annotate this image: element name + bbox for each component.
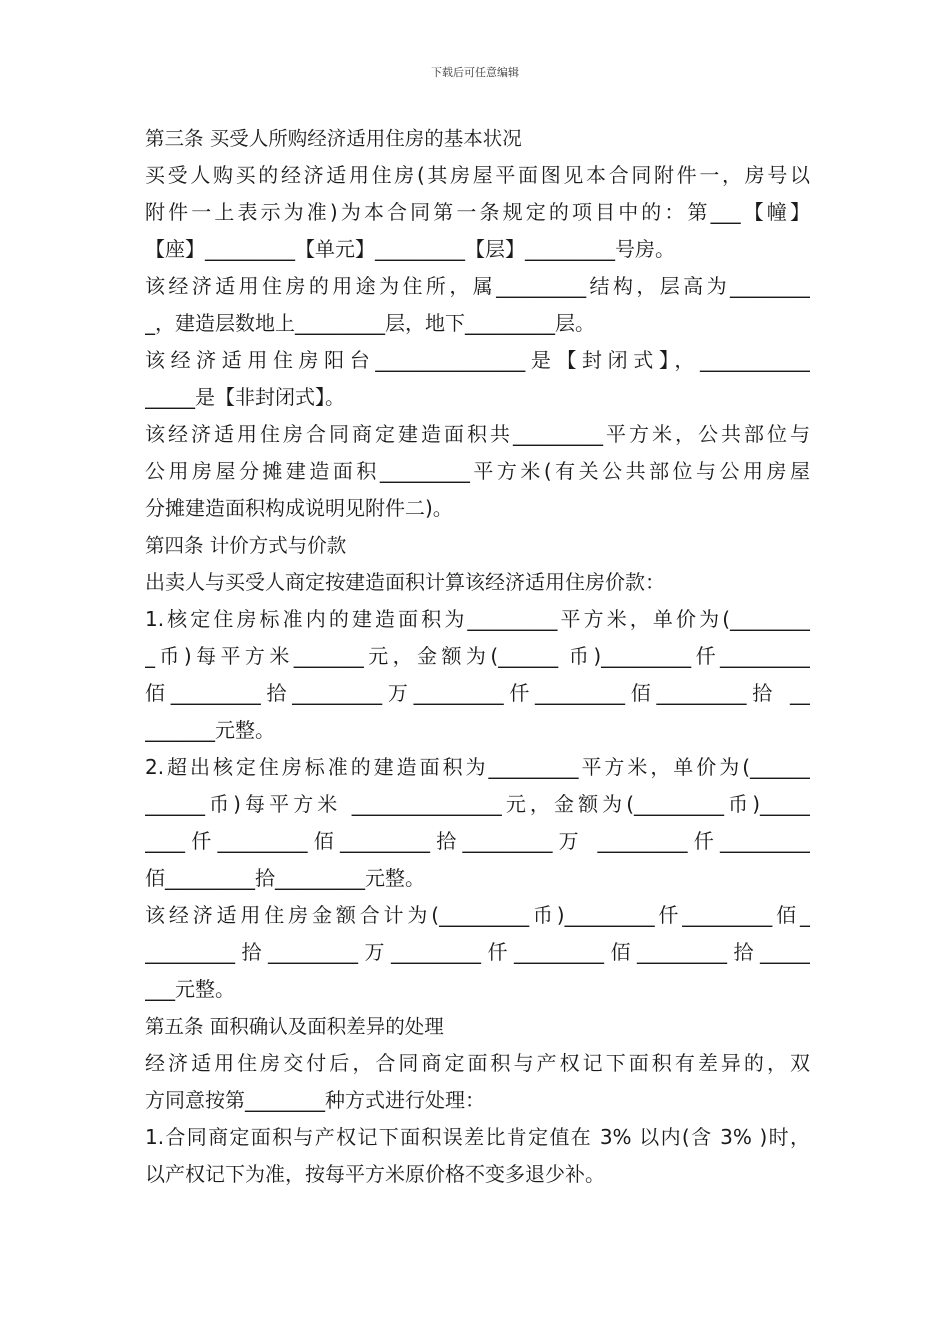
paragraph-line: _，建造层数地上_________层，地下_________层。 bbox=[145, 311, 595, 335]
paragraph-line: 以产权记下为准，按每平方米原价格不变多退少补。 bbox=[145, 1162, 605, 1186]
paragraph-line: _______元整。 bbox=[145, 718, 275, 742]
document-body bbox=[145, 120, 810, 1193]
paragraph-line: 【座】_________【单元】_________【层】_________号房。 bbox=[145, 237, 675, 261]
paragraph-line: 出卖人与买受人商定按建造面积计算该经济适用住房价款： bbox=[145, 570, 665, 594]
paragraph-line: 2.超出核定住房标准的建造面积为_________平方米，单价为(______ bbox=[145, 755, 810, 779]
paragraph-line: 1.合同商定面积与产权记下面积误差比肯定值在 3% 以内(含 3% )时， bbox=[145, 1125, 810, 1149]
paragraph-line: 佰_________拾_________元整。 bbox=[145, 866, 425, 890]
section-heading-article-5: 第五条 面积确认及面积差异的处理 bbox=[145, 1015, 444, 1038]
paragraph-line: 分摊建造面积构成说明见附件二)。 bbox=[145, 496, 453, 520]
paragraph-line: 买受人购买的经济适用住房(其房屋平面图见本合同附件一，房号以 bbox=[145, 163, 810, 187]
section-heading-article-4: 第四条 计价方式与价款 bbox=[145, 534, 347, 557]
paragraph-line: _____是【非封闭式】。 bbox=[145, 385, 345, 409]
paragraph-line: 该经济适用住房的用途为住所，属_________结构，层高为________ bbox=[145, 274, 810, 298]
paragraph-line: 方同意按第________种方式进行处理： bbox=[145, 1088, 485, 1112]
section-heading-article-3: 第三条 买受人所购经济适用住房的基本状况 bbox=[145, 127, 522, 150]
paragraph-line: ___元整。 bbox=[145, 977, 235, 1001]
paragraph-line: 1.核定住房标准内的建造面积为_________平方米，单价为(________ bbox=[145, 607, 810, 631]
paragraph-line: 附件一上表示为准)为本合同第一条规定的项目中的：第___【幢】 bbox=[145, 200, 810, 224]
paragraph-line: 公用房屋分摊建造面积_________平方米(有关公共部位与公用房屋 bbox=[145, 459, 810, 483]
paragraph-line: 该经济适用住房金额合计为(_________币)_________仟_________佰_ bbox=[145, 903, 810, 927]
paragraph-line: 该经济适用住房合同商定建造面积共_________平方米，公共部位与 bbox=[145, 422, 810, 446]
paragraph-line: 经济适用住房交付后，合同商定面积与产权记下面积有差异的，双 bbox=[145, 1051, 810, 1075]
paragraph-line: ____仟_________佰_________拾_________万 _________仟_________ bbox=[145, 829, 810, 853]
page-header: 下载后可任意编辑 bbox=[431, 66, 519, 79]
paragraph-line: 佰_________拾_________万_________仟_________佰_________拾 __ bbox=[145, 681, 810, 705]
paragraph-line: _币)每平方米_______元，金额为(______ 币)_________仟_________ bbox=[145, 644, 810, 668]
paragraph-line: _________拾_________万_________仟_________佰_________拾_____ bbox=[145, 940, 810, 964]
paragraph-line: ______币)每平方米 _______________元，金额为(_________币)_____ bbox=[145, 792, 810, 816]
paragraph-line: 该经济适用住房阳台_______________是【封闭式】，___________ bbox=[145, 348, 810, 372]
